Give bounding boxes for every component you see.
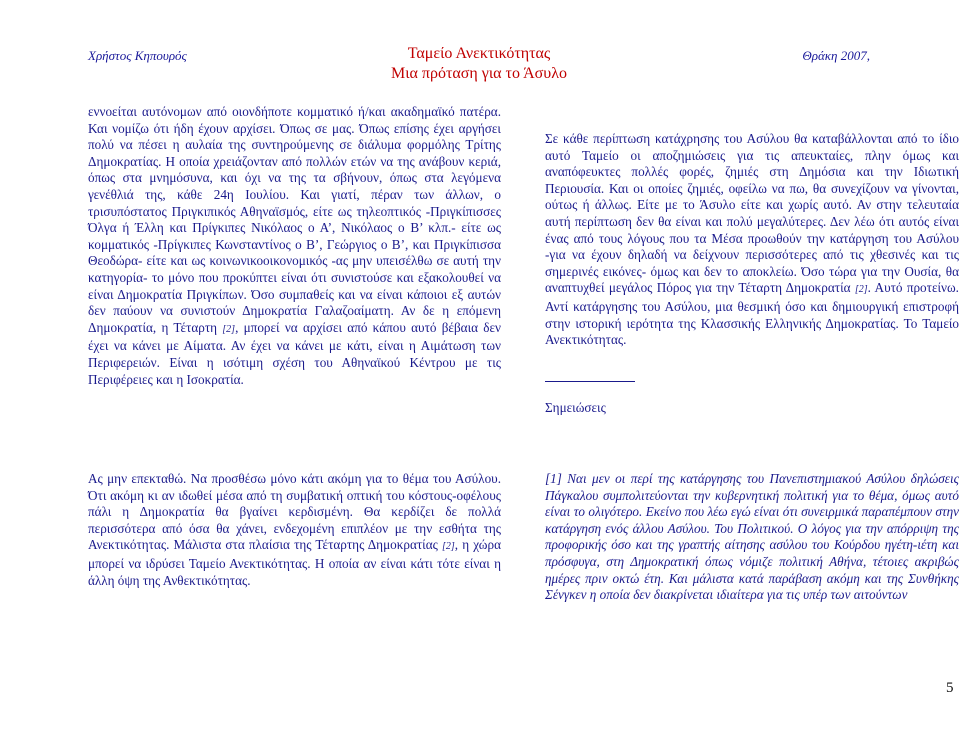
body-column-right-top [545,131,959,416]
header-title [88,44,870,84]
paragraph-text: . Αυτό προτείνω. Αντί κατάργησης του Ασύλου, μια θεσμική όσο και δημιουργική επιστροφή στην ιστορική ιερότητα της Κλασσικής Ελληνικής Δημοκρατίας. Το Ταμείο Ανεκτικότητας. [545,280,959,348]
header-title-line1: Ταμείο Ανεκτικότητας [407,45,551,62]
header-place-date: Θράκη 2007, [802,48,870,63]
page-number: 5 [946,680,954,696]
body-column-left-bottom [88,471,501,589]
header-author: Χρήστος Κηπουρός [88,48,187,63]
footnote-text: [1] Ναι μεν οι περί της κατάργησης του Πανεπιστημιακού Ασύλου δηλώσεις Πάγκαλου συμπολιτεύονται την κυβερνητική πολιτική για το θέμα, όμως αυτό είναι το ολιγότερο. Εκείνο που λέω εγώ είναι ότι συνειρμικά παραπέμπουν στην κατάργηση ενός άλλου Ασύλου. Του Πολιτικού. Ο λόγος για την απόρριψη της προφορικής όσο και της γραπτής αίτησης ασύλου του Κούρδου ηγέτη-ιέτη και πρόσφυγα, στη Δημοκρατική όπως νόμιζε πολιτική Αθήνα, τέτοιες ακριβώς ημέρες πριν οκτώ έτη. Και μάλιστα κατά παράβαση ακόμη και της Συνθήκης Σένγκεν η οποία δεν διακρίνεται ιδιαίτερα για τις υπέρ των αιτούντων [545,471,959,603]
footnote-ref[interactable]: [2] [222,323,236,335]
page-header [88,44,870,88]
footnote-ref[interactable]: [2] [441,541,455,553]
paragraph [88,104,501,388]
header-title-line2: Μια πρόταση για το Άσυλο [391,65,567,82]
paragraph [545,131,959,349]
notes-heading: Σημειώσεις [545,399,606,415]
paragraph-text: Σε κάθε περίπτωση κατάχρησης του Ασύλου θα καταβάλλονται από το ίδιο αυτό Ταμείο οι αποζημιώσεις για τις απευκταίες, πλην όμως και αναπόφευκτες πολλές φορές, ζημιές στη Δημόσια και την Ιδιωτική Περιουσία. Και οι οποίες ζημιές, οφείλω να πω, θα συνεχίζουν να γίνονται, ούτως ή άλλως. Είτε με το Άσυλο είτε και χωρίς αυτό. Αν στην τελευταία αυτή περίπτωση δεν θα είναι και πολύ μεγαλύτερες. Δεν λέω ότι αυτός είναι ένας από τους λόγους που τα Μέσα προωθούν την κατάργηση του Ασύλου -για να έχουν δηλαδή να δείχνουν περισσότερες από τις χθεσινές και τις σημερινές εικόνες- όμως και δεν το αποκλείω. Όσο τώρα για την Ουσία, θα αναπτυχθεί μεγάλος Πόρος για την Τέταρτη Δημοκρατία [545,131,959,296]
paragraph-text: εννοείται αυτόνομων από οιονδήποτε κομματικό ή/και ακαδημαϊκό πατέρα. Και νομίζω ότι ήδη έχουν αρχίσει. Όπως σε μας. Όπως επίσης έχει αργήσει πολύ να πέσει η αυλαία της συντηρούμενης σε διάλυμα φορμόλης Τρίτης Δημοκρατίας. Η οποία χρειάζονταν από πολλών ετών να της ανάβουν κεριά, όπως στα μνημόσυνα, και όχι να της τα σβήνουν, όπως στα λεγόμενα γενέθλιά της, κάθε 24η Ιουλίου. Και γιατί, πέραν των άλλων, ο τρισυπόστατος Πριγκιπικός Αθηναϊσμός, είτε ως τηλεοπτικός -Πριγκίπισσες Όλγα ή Έλλη και Πρίγκιπες Νικόλαος ο Α’, Νικόλαος ο Β’ κλπ.- είτε ως κομματικός -Πρίγκιπες Κωνσταντίνος ο Β’, Γεώργιος ο Β’, και Πριγκίπισσα Θεοδώρα- είτε και ως κοινωνικοοικονομικός -ας μην υπεισέλθω σε αυτή την κατηγορία- το μόνο που προκύπτει είναι ότι συνιστούσε και εξακολουθεί να είναι Δημοκρατία Πριγκίπων. Όσο συμπαθείς και να είναι κάποιοι εξ αυτών δεν παύουν να συνιστούν Δημοκρατία Γαλαζοαίματη. Αν δε η επόμενη Δημοκρατία, η Τέταρτη [88,104,501,335]
paragraph [88,471,501,589]
footnote-ref[interactable]: [2] [854,284,868,296]
paragraph-text: Ας μην επεκταθώ. Να προσθέσω μόνο κάτι ακόμη για το θέμα του Ασύλου. Ότι ακόμη κι αν ιδωθεί μέσα από τη συμβατική οπτική του κόστους-οφέλους πάλι η Δημοκρατία θα βγαίνει κερδισμένη. Θα κερδίζει δε πολλά περισσότερα από όσα θα χάνει, ενδεχομένη επιπλέον με την εσθήτα της Ανεκτικότητας. Μάλιστα στα πλαίσια της Τέταρτης Δημοκρατίας [88,471,501,553]
paragraph-text: , η χώρα μπορεί να ιδρύσει Ταμείο Ανεκτικότητας. Η οποία αν είναι κάτι τότε είναι η άλλη όψη της Ανθεκτικότητας. [88,537,501,588]
paragraph-text: , μπορεί να αρχίσει από κάπου αυτό βέβαια δεν έχει να κάνει με Αίματα. Αν έχει να κάνει με κάτι, είναι η Αιμάτωση των Περιφερειών. Είναι η ισότιμη σχέση του Αθηναϊκού Κέντρου με τις Περιφέρειες και η Ισοκρατία. [88,319,501,387]
footnote-separator [545,381,635,382]
body-column-left-top [88,104,501,388]
footnote-column [545,471,959,604]
